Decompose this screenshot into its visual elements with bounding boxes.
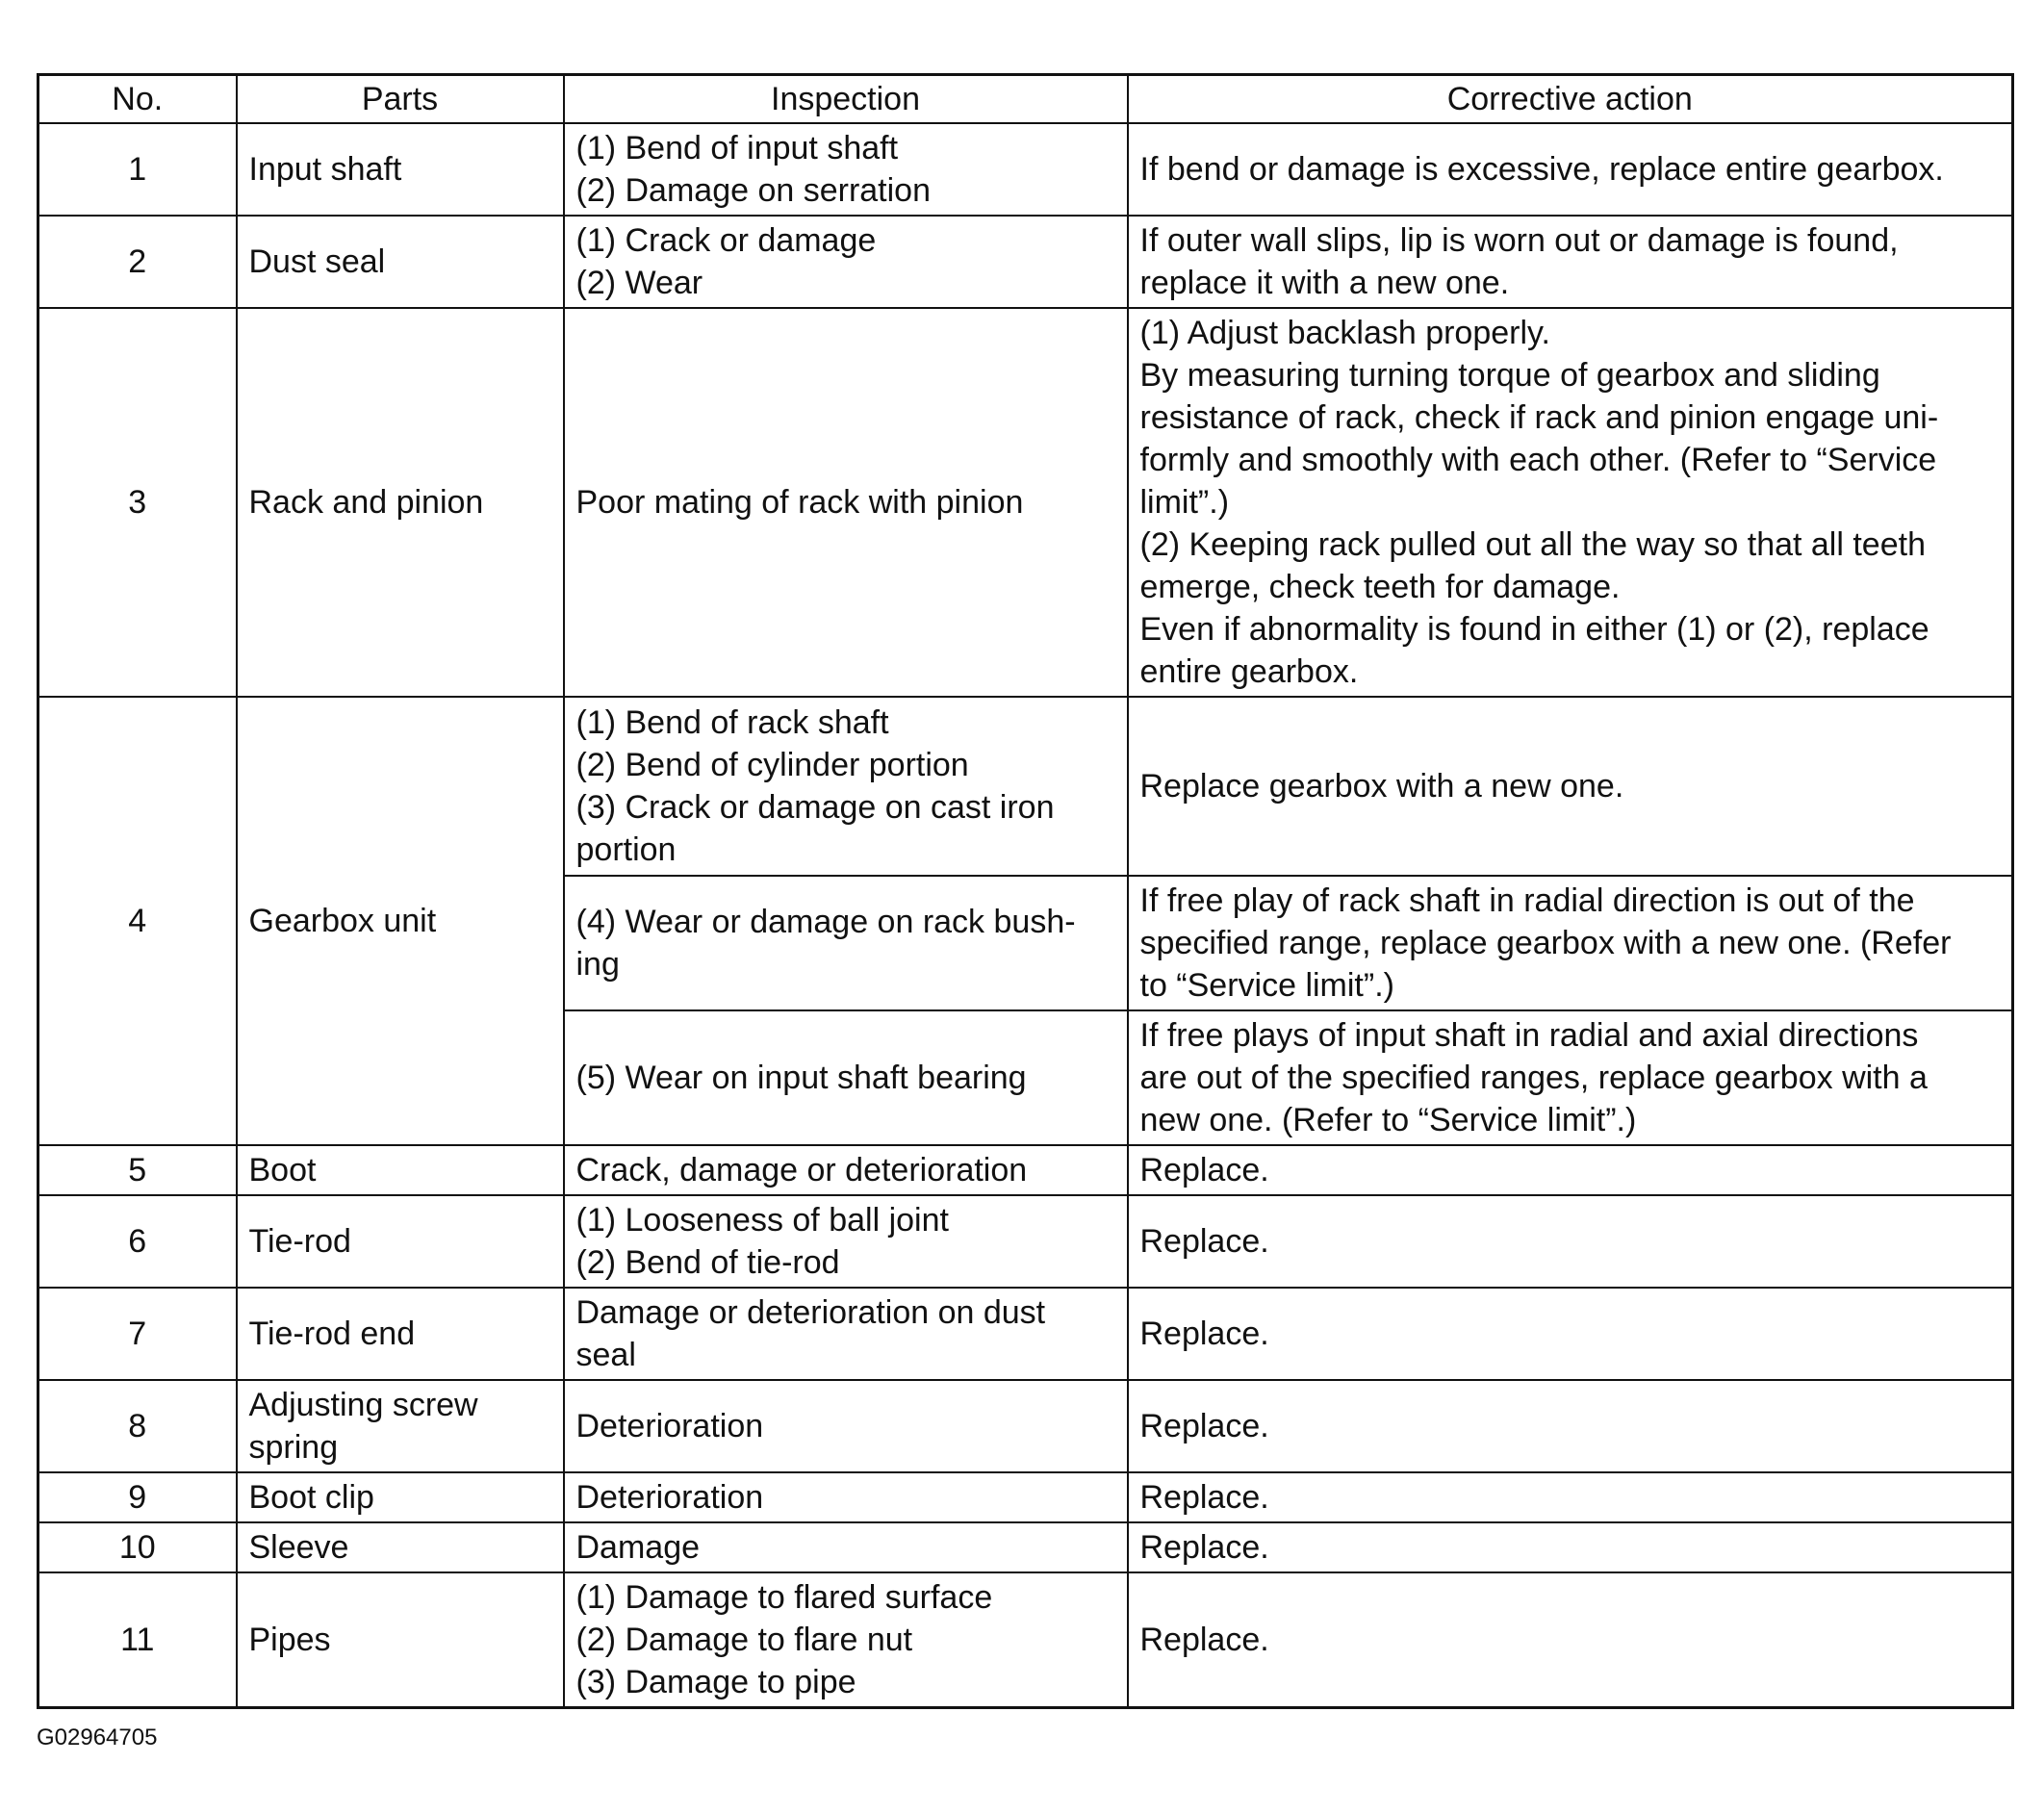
action-line: Replace. [1139, 1479, 1269, 1516]
action-line: new one. (Refer to “Service limit”.) [1139, 1102, 1637, 1138]
inspection-line: (2) Bend of tie-rod [575, 1244, 840, 1281]
inspection-line: (4) Wear or damage on rack bush- [575, 904, 1076, 940]
row-number: 4 [38, 697, 237, 1145]
action-line: emerge, check teeth for damage. [1139, 569, 1621, 605]
table-row [38, 308, 2013, 697]
action-line: (2) Keeping rack pulled out all the way so that all teeth [1139, 526, 1926, 563]
action-line: If free plays of input shaft in radial and axial directions [1139, 1017, 1919, 1054]
action-cell [1128, 876, 2013, 1010]
row-number: 7 [38, 1288, 237, 1380]
table-row [38, 123, 2013, 216]
action-cell [1128, 1195, 2013, 1288]
row-number: 5 [38, 1145, 237, 1195]
part-name [237, 1380, 564, 1472]
action-cell [1128, 697, 2013, 876]
action-line: If outer wall slips, lip is worn out or damage is found, [1139, 222, 1899, 259]
action-line: resistance of rack, check if rack and pinion engage uni- [1139, 399, 1939, 436]
inspection-line: Crack, damage or deterioration [575, 1152, 1028, 1188]
inspection-line: (3) Crack or damage on cast iron [575, 789, 1055, 826]
action-line: limit”.) [1139, 484, 1230, 521]
table-row [38, 1380, 2013, 1472]
inspection-cell [564, 1572, 1128, 1707]
inspection-line: Deterioration [575, 1479, 764, 1516]
row-number: 3 [38, 308, 237, 697]
table-row [38, 1195, 2013, 1288]
inspection-line: (3) Damage to pipe [575, 1663, 856, 1700]
inspection-line: (1) Crack or damage [575, 222, 877, 259]
header-row [38, 75, 2013, 124]
inspection-line: portion [575, 831, 677, 868]
action-line: formly and smoothly with each other. (Refer to “Service [1139, 442, 1937, 478]
inspection-cell [564, 1380, 1128, 1472]
action-line: If free play of rack shaft in radial direction is out of the [1139, 882, 1915, 919]
inspection-line: (2) Damage to flare nut [575, 1621, 913, 1658]
action-line: (1) Adjust backlash properly. [1139, 315, 1550, 351]
action-cell [1128, 216, 2013, 308]
table-row [38, 697, 2013, 876]
inspection-cell [564, 216, 1128, 308]
action-line: replace it with a new one. [1139, 265, 1510, 301]
table-row [38, 216, 2013, 308]
inspection-line: (2) Wear [575, 265, 703, 301]
table-row [38, 1145, 2013, 1195]
inspection-line: ing [575, 946, 620, 983]
part-name: Boot [237, 1145, 564, 1195]
inspection-cell [564, 123, 1128, 216]
action-line: Replace. [1139, 1223, 1269, 1260]
inspection-line: (1) Bend of input shaft [575, 130, 899, 166]
inspection-cell [564, 1522, 1128, 1572]
action-cell [1128, 1145, 2013, 1195]
action-cell [1128, 1572, 2013, 1707]
action-cell [1128, 1010, 2013, 1145]
inspection-cell [564, 308, 1128, 697]
part-name: Gearbox unit [237, 697, 564, 1145]
part-name: Tie-rod end [237, 1288, 564, 1380]
row-number: 1 [38, 123, 237, 216]
inspection-cell [564, 1010, 1128, 1145]
action-cell [1128, 1380, 2013, 1472]
action-line: Replace gearbox with a new one. [1139, 768, 1624, 805]
part-name-line: Adjusting screw [248, 1387, 478, 1423]
action-line: are out of the specified ranges, replace gearbox with a [1139, 1060, 1928, 1096]
action-line: Replace. [1139, 1621, 1269, 1658]
action-cell [1128, 1288, 2013, 1380]
part-name: Pipes [237, 1572, 564, 1707]
action-line: specified range, replace gearbox with a new one. (Refer [1139, 925, 1952, 961]
header-parts: Parts [237, 75, 564, 124]
action-line: Replace. [1139, 1529, 1269, 1566]
action-line: By measuring turning torque of gearbox and sliding [1139, 357, 1880, 394]
part-name-line: spring [248, 1429, 339, 1466]
inspection-cell [564, 697, 1128, 876]
inspection-line: (1) Damage to flared surface [575, 1578, 993, 1616]
inspection-cell [564, 1472, 1128, 1522]
inspection-line: Damage or deterioration on dust [575, 1294, 1046, 1331]
inspection-cell [564, 876, 1128, 1010]
action-line: Replace. [1139, 1152, 1269, 1188]
action-line: If bend or damage is excessive, replace entire gearbox. [1139, 151, 1944, 188]
part-name: Dust seal [237, 216, 564, 308]
inspection-line: (1) Looseness of ball joint [575, 1202, 949, 1239]
action-line: Replace. [1139, 1316, 1269, 1352]
inspection-cell [564, 1288, 1128, 1380]
part-name: Tie-rod [237, 1195, 564, 1288]
part-name: Rack and pinion [237, 308, 564, 697]
action-cell [1128, 123, 2013, 216]
table-row [38, 1522, 2013, 1572]
figure-id: G02964705 [37, 1725, 158, 1750]
part-name: Input shaft [237, 123, 564, 216]
inspection-line: Poor mating of rack with pinion [575, 484, 1024, 521]
row-number: 9 [38, 1472, 237, 1522]
row-number: 6 [38, 1195, 237, 1288]
table-row [38, 1472, 2013, 1522]
inspection-table [37, 73, 2014, 1709]
part-name: Boot clip [237, 1472, 564, 1522]
table-row [38, 1572, 2013, 1707]
inspection-line: (2) Bend of cylinder portion [575, 747, 969, 783]
inspection-line: (5) Wear on input shaft bearing [575, 1060, 1027, 1096]
action-line: to “Service limit”.) [1139, 967, 1394, 1004]
part-name: Sleeve [237, 1522, 564, 1572]
header-no: No. [38, 75, 237, 124]
row-number: 8 [38, 1380, 237, 1472]
action-line: Even if abnormality is found in either (1) or (2), replace [1139, 611, 1929, 648]
action-cell [1128, 308, 2013, 697]
action-line: entire gearbox. [1139, 653, 1359, 690]
inspection-line: Damage [575, 1529, 701, 1566]
inspection-line: seal [575, 1337, 636, 1373]
inspection-cell [564, 1145, 1128, 1195]
header-inspection: Inspection [564, 75, 1128, 124]
row-number: 2 [38, 216, 237, 308]
inspection-line: (2) Damage on serration [575, 172, 932, 209]
row-number: 11 [38, 1572, 237, 1707]
inspection-cell [564, 1195, 1128, 1288]
action-cell [1128, 1472, 2013, 1522]
header-corrective-action: Corrective action [1128, 75, 2013, 124]
table-row [38, 1288, 2013, 1380]
inspection-line: (1) Bend of rack shaft [575, 704, 889, 741]
row-number: 10 [38, 1522, 237, 1572]
action-cell [1128, 1522, 2013, 1572]
action-line: Replace. [1139, 1408, 1269, 1444]
inspection-line: Deterioration [575, 1408, 764, 1444]
